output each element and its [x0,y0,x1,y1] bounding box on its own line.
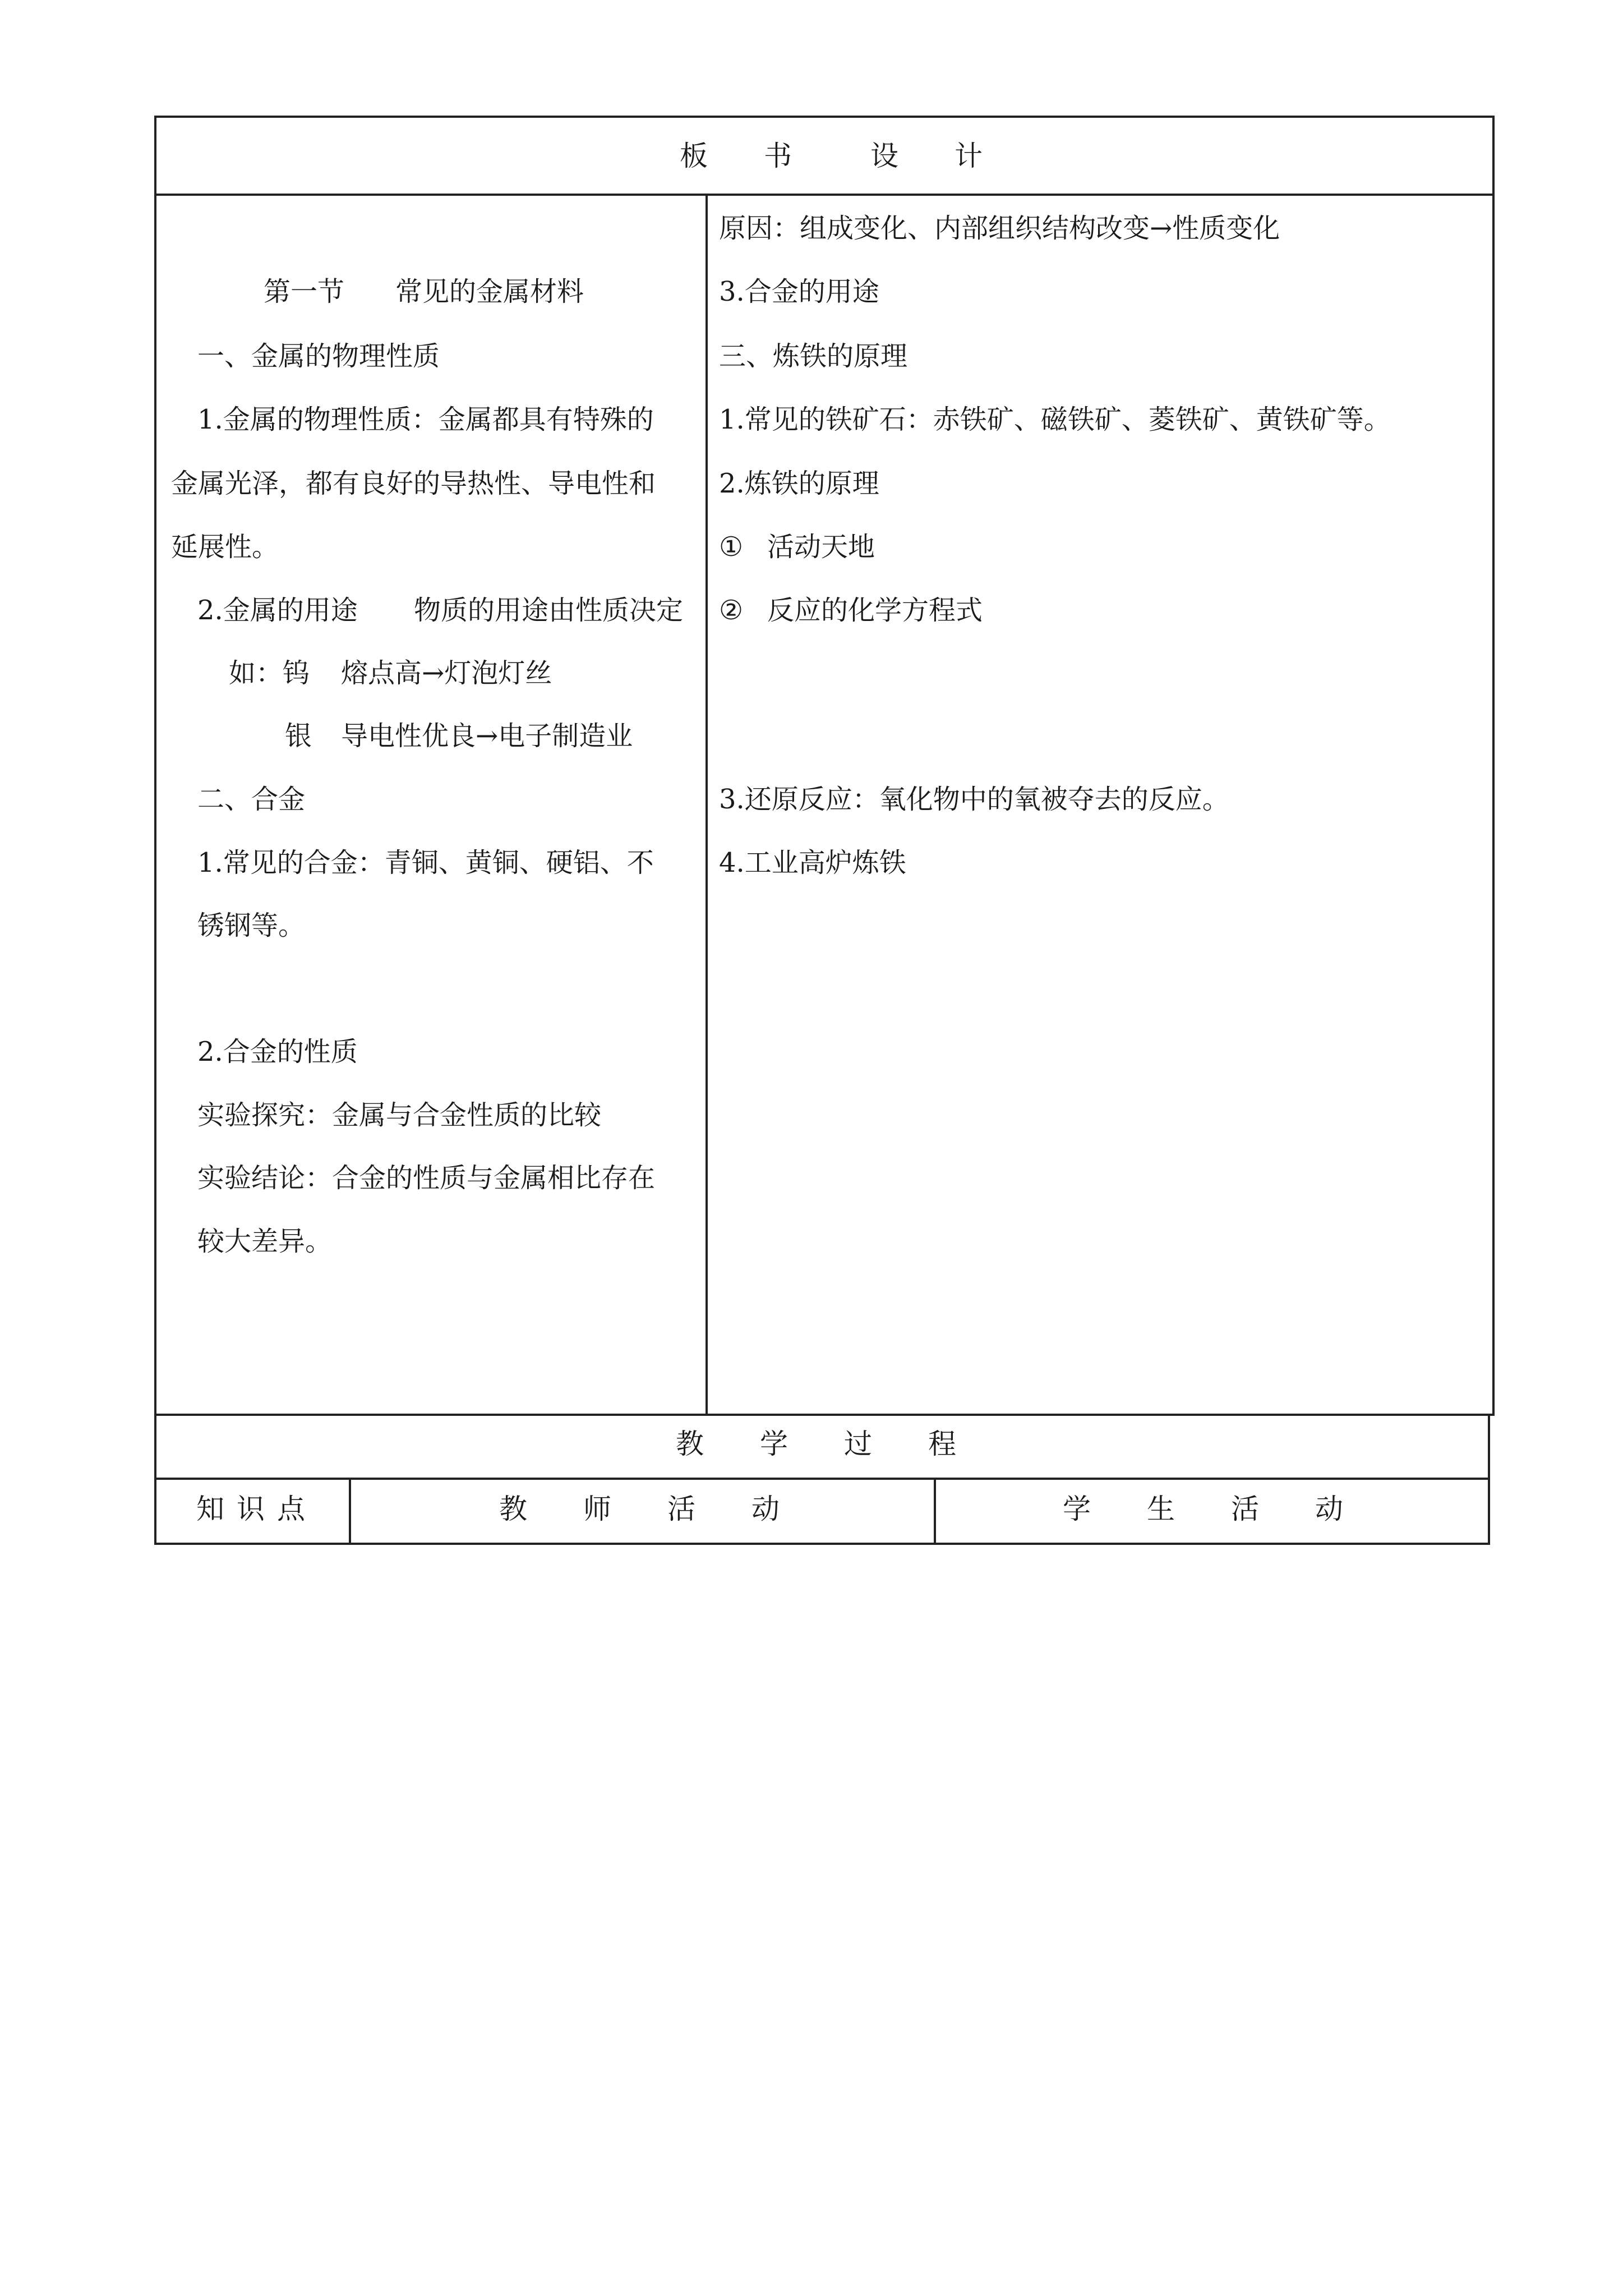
section-title: 第一节 [264,276,345,307]
column-header-teacher [499,1492,780,1526]
paragraph-line: 实验结论：合金的性质与金属相比存在 [197,1162,656,1194]
board-header-title [680,139,983,173]
paragraph-line: 较大差异。 [197,1226,333,1257]
section-name: 常见的金属材料 [395,276,584,307]
header-char: 师 [583,1493,611,1525]
header-char: 动 [751,1493,780,1525]
header-char: 识 [237,1493,265,1525]
process-header-title [676,1427,956,1461]
metal-uses-note: 物质的用途由性质决定 [414,595,684,626]
heading-alloys: 二、合金 [197,784,306,815]
metal-uses-label: 2.金属的用途 [197,595,358,626]
column-header-knowledge [196,1492,305,1526]
paragraph-line: 1.常见的铁矿石：赤铁矿、磁铁矿、菱铁矿、黄铁矿等。 [719,404,1391,435]
example-text: 熔点高→灯泡灯丝 [341,657,552,689]
header-char: 学 [1063,1493,1091,1525]
header-char: 知 [196,1493,224,1525]
alloy-properties-label: 2.合金的性质 [197,1036,358,1068]
paragraph-line: 锈钢等。 [197,910,306,941]
paragraph-line: 1.金属的物理性质：金属都具有特殊的 [197,404,654,435]
header-char: 动 [1315,1493,1343,1525]
header-char: 生 [1147,1493,1175,1525]
ironmaking-principle-label: 2.炼铁的原理 [719,468,879,499]
paragraph-line: 原因：组成变化、内部组织结构改变→性质变化 [719,213,1280,244]
paragraph-line: 延展性。 [171,531,279,563]
paragraph-line: 金属光泽，都有良好的导热性、导电性和 [171,468,656,499]
header-char: 书 [764,140,792,172]
activity-label: 活动天地 [767,531,875,563]
header-char: 教 [676,1428,704,1460]
example-prefix: 如：钨 [229,657,310,689]
circled-number-marker: ② [719,595,744,626]
paragraph-line: 1.常见的合金：青铜、黄铜、硬铝、不 [197,847,654,878]
equation-label: 反应的化学方程式 [767,595,983,626]
board-header-divider [154,194,1495,196]
process-column-divider [349,1478,351,1545]
header-char: 程 [928,1428,956,1460]
experiment-explore: 实验探究：金属与合金性质的比较 [197,1099,602,1131]
header-char: 点 [277,1493,305,1525]
header-char: 板 [680,140,708,172]
header-char: 计 [955,140,983,172]
heading-ironmaking: 三、炼铁的原理 [719,341,908,372]
process-header-divider [154,1478,1490,1480]
header-char: 活 [667,1493,695,1525]
board-column-divider [706,194,708,1416]
heading-physical-properties: 一、金属的物理性质 [197,341,440,372]
header-char: 设 [870,140,898,172]
board-design-table [154,116,1495,1416]
header-char: 过 [844,1428,872,1460]
header-char: 学 [760,1428,788,1460]
header-char: 教 [499,1493,527,1525]
process-column-divider [934,1478,936,1545]
blast-furnace-label: 4.工业高炉炼铁 [719,847,906,878]
column-header-student [1063,1492,1343,1526]
header-char: 活 [1231,1493,1259,1525]
example-prefix: 银 [285,720,312,752]
example-text: 导电性优良→电子制造业 [341,720,633,752]
alloy-uses-label: 3.合金的用途 [719,276,879,307]
paragraph-line: 3.还原反应：氧化物中的氧被夺去的反应。 [719,784,1229,815]
circled-number-marker: ① [719,531,744,563]
